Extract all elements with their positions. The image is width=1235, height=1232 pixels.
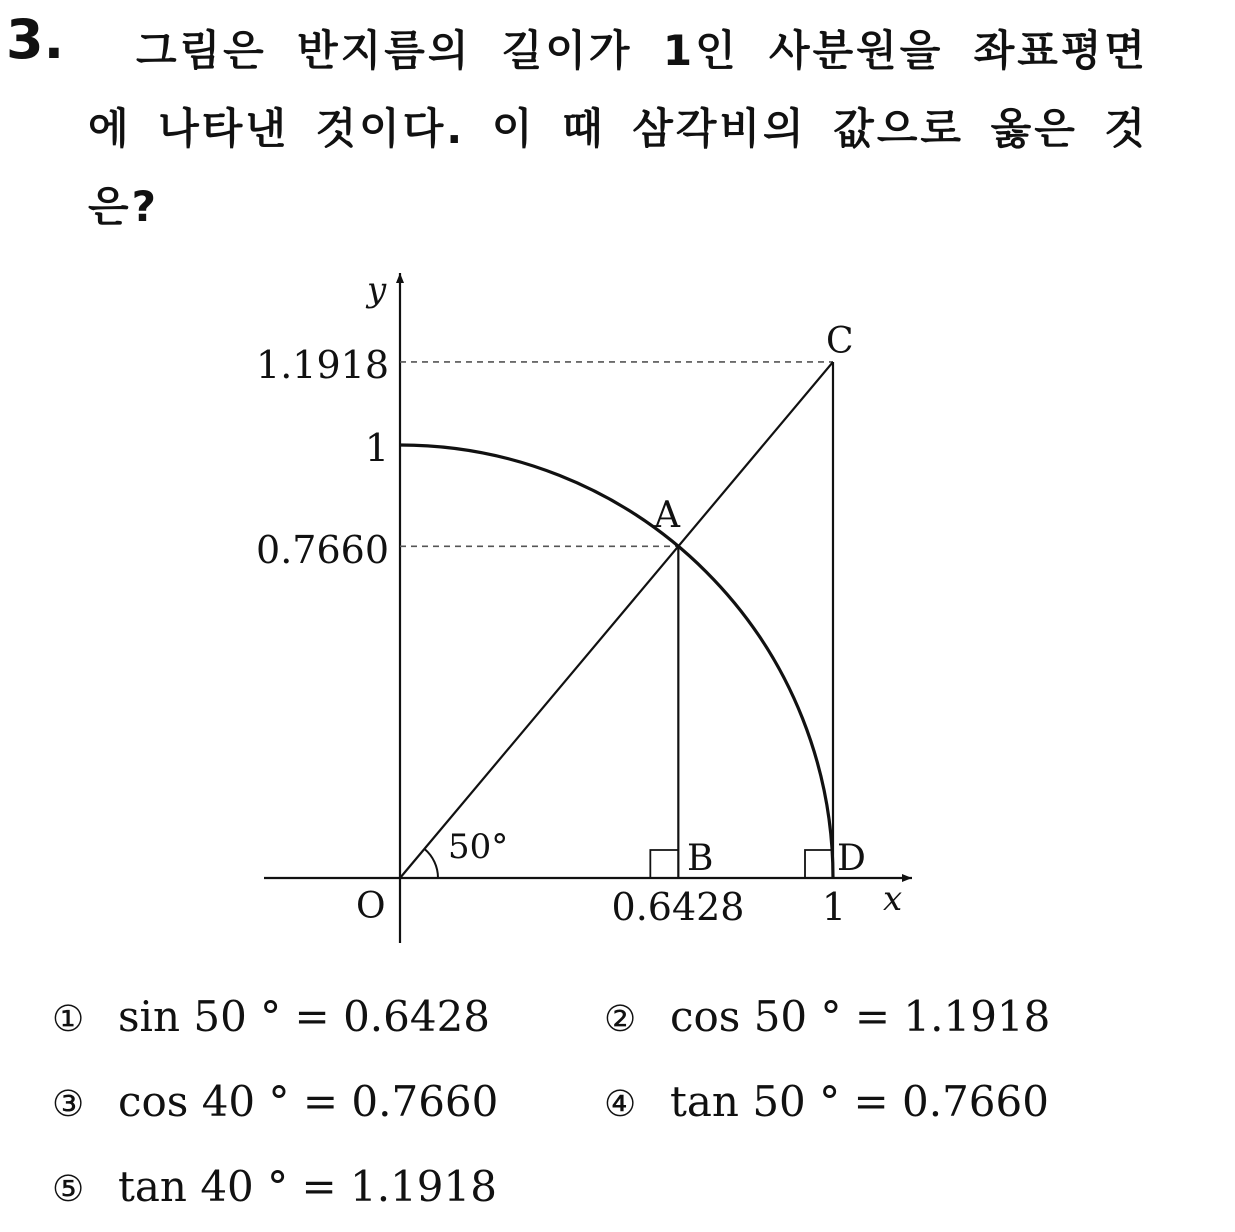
y-tick-label-mid: 0.7660	[256, 528, 389, 572]
unit-quarter-circle-figure	[250, 255, 950, 955]
choice-expression: tan 50 ° = 0.7660	[670, 1077, 1049, 1126]
y-axis-label: y	[367, 270, 387, 310]
origin-label: O	[356, 886, 386, 927]
choice-expression: cos 50 ° = 1.1918	[670, 992, 1051, 1041]
choice-marker: ②	[604, 999, 637, 1040]
right-angle-mark-b	[650, 850, 678, 878]
choice-marker: ①	[52, 999, 85, 1040]
choice-expression: cos 40 ° = 0.7660	[118, 1077, 499, 1126]
y-tick-label-top: 1.1918	[256, 343, 389, 387]
question-stem: 그림은 반지름의 길이가 1인 사분원을 좌표평면에 나타낸 것이다. 이 때 삼각비의 값으로 옳은 것은?	[88, 26, 1148, 231]
question-number: 3.	[6, 8, 65, 71]
point-b-label: B	[687, 838, 714, 879]
right-angle-mark-d	[805, 850, 833, 878]
choice-marker: ④	[604, 1084, 637, 1125]
choice-expression: sin 50 ° = 0.6428	[118, 992, 491, 1041]
point-a-label: A	[654, 495, 680, 536]
choice-2[interactable]	[604, 975, 1050, 1062]
choice-marker: ③	[52, 1084, 85, 1125]
line-segment-oc	[400, 362, 833, 878]
y-tick-label-one: 1	[364, 426, 389, 470]
x-axis-label: x	[883, 879, 903, 919]
choice-marker: ⑤	[52, 1169, 85, 1210]
choice-1[interactable]	[52, 975, 490, 1062]
point-d-label: D	[837, 838, 866, 879]
quarter-circle-arc	[400, 445, 833, 878]
angle-arc	[424, 849, 438, 878]
choice-expression: tan 40 ° = 1.1918	[118, 1162, 497, 1211]
choice-5[interactable]	[52, 1145, 497, 1232]
choice-4[interactable]	[604, 1060, 1049, 1147]
choice-3[interactable]	[52, 1060, 498, 1147]
point-c-label: C	[826, 321, 854, 362]
angle-label: 50°	[448, 827, 509, 867]
x-tick-label-mid: 0.6428	[611, 885, 745, 929]
x-tick-label-one: 1	[821, 885, 847, 929]
